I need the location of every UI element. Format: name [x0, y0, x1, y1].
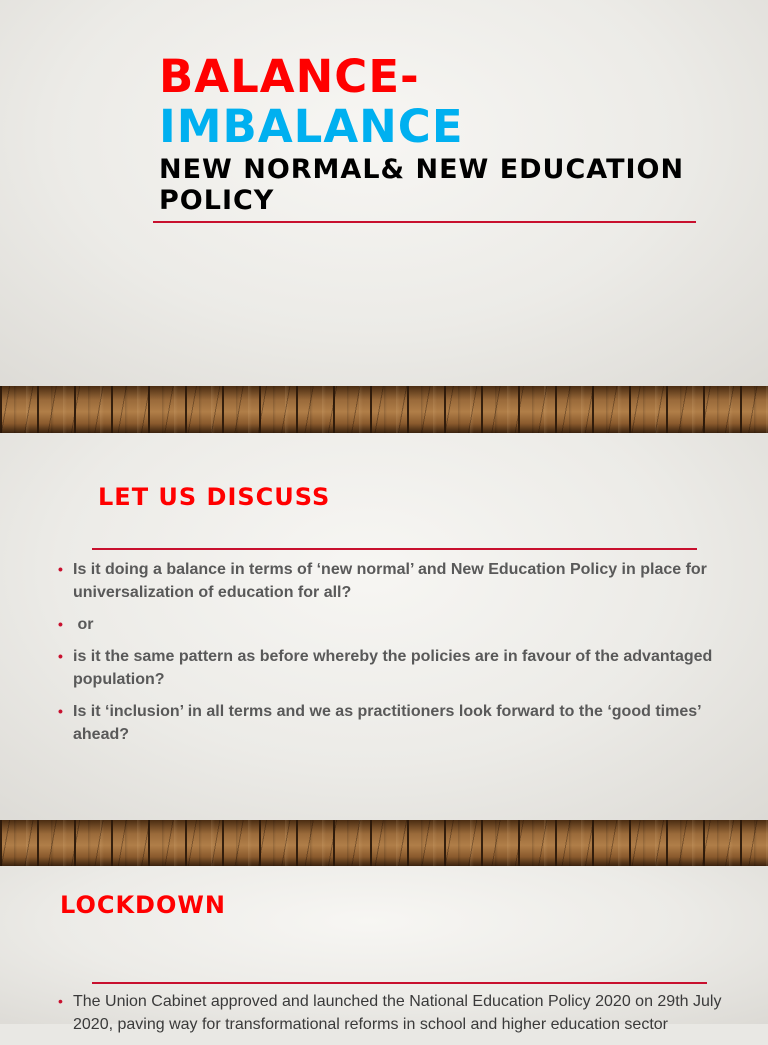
- bullet-text: The Union Cabinet approved and launched the National Education Policy 2020 on 29th July 2020, paving way for transformational reforms in school and higher education sector: [73, 993, 722, 1033]
- bullet-list: [58, 558, 718, 755]
- wood-floor-band: [0, 386, 768, 433]
- bullet-text: is it the same pattern as before whereby the policies are in favour of the advantaged population?: [73, 648, 713, 688]
- heading-divider: [92, 548, 697, 550]
- slide-heading: LET US DISCUSS: [98, 483, 331, 511]
- bullet-icon: •: [58, 561, 63, 577]
- bullet-text: or: [73, 616, 94, 633]
- title-balance: BALANCE-: [159, 50, 420, 103]
- title-imbalance: IMBALANCE: [159, 100, 464, 153]
- bullet-text: Is it ‘inclusion’ in all terms and we as practitioners look forward to the ‘good times’ ahead?: [73, 703, 701, 743]
- list-item: [58, 645, 718, 691]
- list-item: [58, 700, 718, 746]
- slide-discuss: [0, 433, 768, 820]
- bullet-icon: •: [58, 648, 63, 664]
- slide-heading: LOCKDOWN: [60, 891, 226, 919]
- list-item: [58, 990, 738, 1036]
- list-item: [58, 558, 718, 604]
- bullet-icon: •: [58, 703, 63, 719]
- bullet-icon: •: [58, 616, 63, 632]
- title-divider: [153, 221, 696, 223]
- list-item: [58, 613, 718, 636]
- slide-lockdown: [0, 866, 768, 1033]
- bullet-icon: •: [58, 993, 63, 1009]
- heading-divider: [92, 982, 707, 984]
- subtitle: NEW NORMAL& NEW EDUCATION POLICY: [159, 154, 685, 216]
- bullet-list: [58, 990, 738, 1045]
- bullet-text: Is it doing a balance in terms of ‘new normal’ and New Education Policy in place for universalization of education for all?: [73, 561, 707, 601]
- wood-floor-band: [0, 820, 768, 866]
- slide-title: [0, 0, 768, 386]
